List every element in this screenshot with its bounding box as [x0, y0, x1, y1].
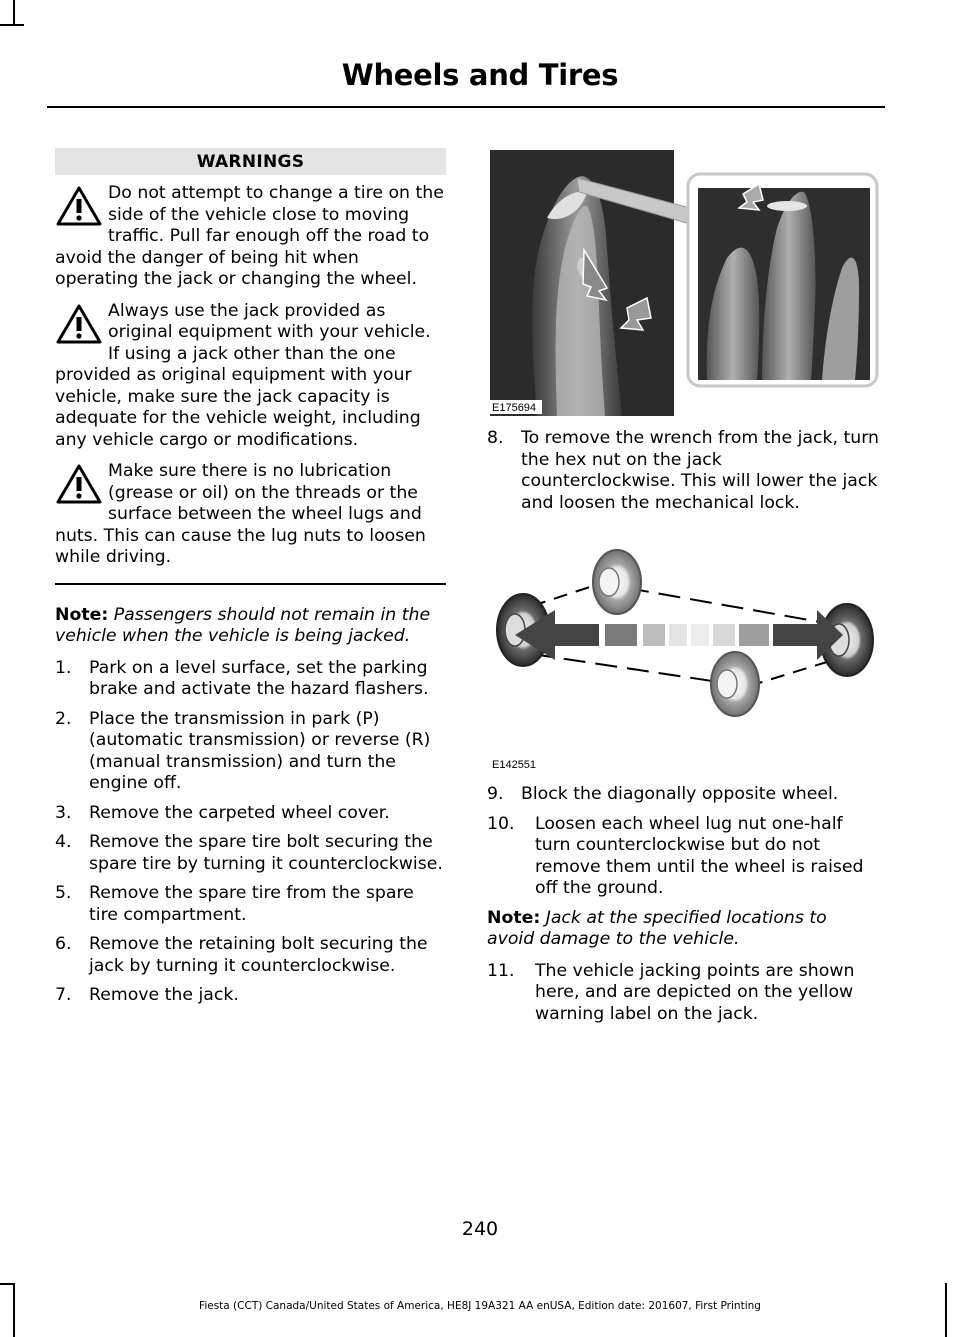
warning-triangle-icon — [55, 185, 103, 227]
warning-triangle-icon — [55, 303, 103, 345]
step-number: 1. — [55, 657, 72, 678]
step-text: Remove the jack. — [89, 985, 239, 1005]
warnings-end-rule — [55, 583, 446, 585]
step-item — [55, 709, 446, 795]
figure-code: E175694 — [492, 402, 537, 414]
warning-triangle-icon — [55, 463, 103, 505]
step-number: 6. — [55, 934, 72, 954]
page-title: Wheels and Tires — [341, 58, 619, 92]
step-number: 2. — [55, 708, 72, 729]
step-item — [55, 985, 446, 1007]
warning-item — [55, 301, 446, 452]
step-number: 7. — [55, 985, 72, 1005]
warning-text: Always use the jack provided as original equipment with your vehicle. If using a jack other than the one provided as original equipment with your vehicle, make sure the jack capacity is adequate for the vehicle weight, including any vehicle cargo or modifications. — [55, 300, 431, 450]
crop-mark — [13, 0, 15, 24]
step-text: Remove the spare tire from the spare tire compartment. — [89, 883, 414, 925]
jack-wrench-illustration — [487, 148, 879, 418]
footer-text: Fiesta (CCT) Canada/United States of America, HE8J 19A321 AA enUSA, Edition date: 201607, First Printing — [199, 1300, 761, 1312]
warnings-heading: WARNINGS — [55, 148, 446, 175]
crop-mark — [0, 24, 24, 26]
step-text: Place the transmission in park (P) (automatic transmission) or reverse (R) (manual transmission) and turn the engine off. — [89, 708, 431, 793]
step-text: Remove the spare tire bolt securing the spare tire by turning it counterclockwise. — [89, 832, 443, 874]
note-label: Note: — [55, 604, 109, 625]
crop-mark — [0, 1283, 13, 1285]
note — [487, 908, 879, 951]
warning-text: Make sure there is no lubrication (grease or oil) on the threads or the surface between the wheel lugs and nuts. This can cause the lug nuts to loosen while driving. — [55, 461, 426, 567]
right-column — [487, 148, 879, 1025]
warning-text: Do not attempt to change a tire on the side of the vehicle close to moving traffic. Pull far enough off the road to avoid the danger of being hit when operating the jack or changing the wheel. — [55, 183, 444, 289]
warning-item — [55, 461, 446, 569]
left-column — [55, 148, 446, 1007]
step-item — [55, 658, 446, 701]
step-item — [487, 961, 879, 1026]
step-item — [55, 832, 446, 875]
step-item — [487, 784, 879, 806]
note-text: Passengers should not remain in the vehicle when the vehicle is being jacked. — [55, 604, 431, 646]
page-number: 240 — [461, 1218, 499, 1240]
step-number: 4. — [55, 832, 72, 852]
step-text: Remove the carpeted wheel cover. — [89, 802, 390, 823]
wheel-block-diagram — [487, 544, 879, 774]
header-rule — [47, 106, 885, 108]
note-label: Note: — [487, 907, 541, 928]
step-text: To remove the wrench from the jack, turn the hex nut on the jack counterclockwise. This will lower the jack and loosen the mechanical lock. — [521, 428, 879, 513]
step-item — [487, 814, 879, 900]
step-number: 11. — [487, 960, 515, 981]
step-text: The vehicle jacking points are shown here, and are depicted on the yellow warning label on the jack. — [535, 960, 855, 1024]
note-text: Jack at the specified locations to avoid damage to the vehicle. — [487, 907, 827, 949]
step-text: Loosen each wheel lug nut one-half turn counterclockwise but do not remove them until the wheel is raised off the ground. — [535, 813, 864, 898]
figure-wheel-diagonal — [487, 544, 879, 774]
figure-code: E142551 — [492, 759, 537, 771]
step-item — [487, 428, 879, 514]
step-text: Block the diagonally opposite wheel. — [521, 784, 839, 804]
step-item — [55, 883, 446, 926]
note — [55, 605, 446, 648]
step-number: 10. — [487, 813, 515, 834]
figure-jack-wrench — [487, 148, 879, 418]
step-item — [55, 803, 446, 825]
step-number: 8. — [487, 428, 504, 448]
step-number: 5. — [55, 883, 72, 903]
warning-item — [55, 183, 446, 291]
step-number: 3. — [55, 802, 72, 823]
step-text: Remove the retaining bolt securing the jack by turning it counterclockwise. — [89, 934, 428, 976]
step-number: 9. — [487, 784, 504, 804]
step-text: Park on a level surface, set the parking brake and activate the hazard flashers. — [89, 657, 429, 699]
step-item — [55, 934, 446, 977]
